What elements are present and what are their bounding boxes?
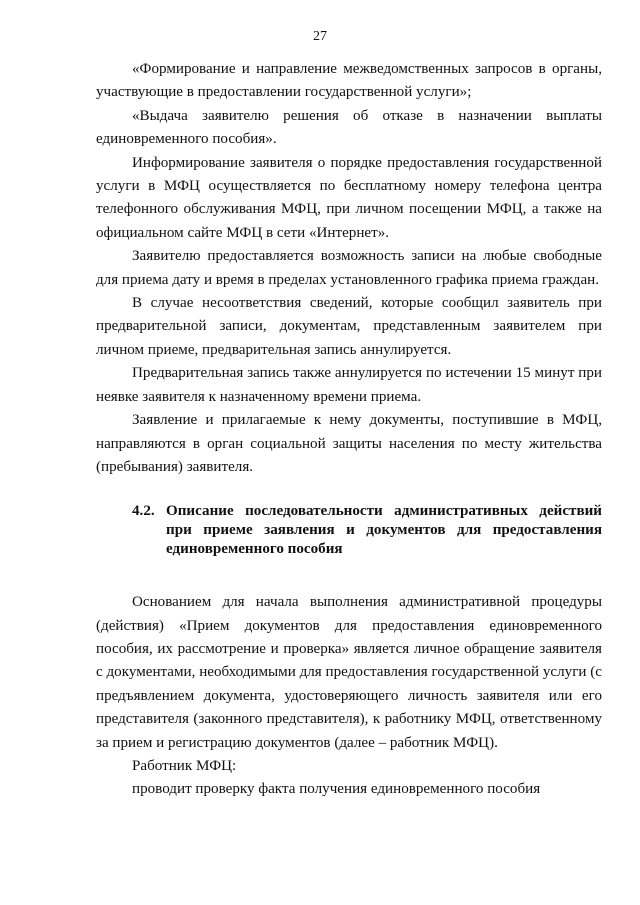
section-spacer xyxy=(96,558,602,591)
paragraph-cancellation: Предварительная запись также аннулируется по истечении 15 минут при неявке заявителя к назначенному времени приема. xyxy=(96,365,602,405)
document-body xyxy=(96,58,602,802)
paragraph-check: проводит проверку факта получения единовременного пособия xyxy=(132,781,541,798)
paragraph-request-formation: «Формирование и направление межведомственных запросов в органы, участвующие в предоставлении государственной услуги»; xyxy=(96,61,602,101)
section-spacer xyxy=(96,479,602,502)
paragraph-forwarding: Заявление и прилагаемые к нему документы, поступившие в МФЦ, направляются в орган социальной защиты населения по месту жительства (пребывания) заявителя. xyxy=(96,412,602,475)
paragraph-informing: Информирование заявителя о порядке предоставления государственной услуги в МФЦ осуществляется по бесплатному номеру телефона центра телефонного обслуживания МФЦ, при личном посещении МФЦ, а также на официальном сайте МФЦ в сети «Интернет». xyxy=(96,154,602,241)
paragraph-worker-label: Работник МФЦ: xyxy=(132,757,237,774)
paragraph-refusal-issuance: «Выдача заявителю решения об отказе в назначении выплаты единовременного пособия». xyxy=(96,107,602,148)
paragraph-mismatch: В случае несоответствия сведений, которые сообщил заявитель при предварительной записи, документам, представленным заявителем при личном приеме, предварительная запись аннулируется. xyxy=(96,295,602,358)
section-number: 4.2. xyxy=(132,503,155,520)
paragraph-appointment: Заявителю предоставляется возможность записи на любые свободные для приема дату и время в пределах установленного графика приема граждан. xyxy=(96,248,602,288)
page-number: 27 xyxy=(313,29,327,44)
section-heading xyxy=(96,502,602,558)
paragraph-grounds: Основанием для начала выполнения административной процедуры (действия) «Прием документов для предоставления единовременного пособия, их рассмотрение и проверка» является личное обращение заявителя с документами, необходимыми для предоставления государственной услуги (с предъявлением документа, удостоверяющего личность заявителя или его представителя (законного представителя), к работнику МФЦ, ответственному за прием и регистрацию документов (далее – работник МФЦ). xyxy=(96,594,602,751)
section-title: Описание последовательности административных действий при приеме заявления и документов для предоставления единовременного пособия xyxy=(166,503,602,557)
